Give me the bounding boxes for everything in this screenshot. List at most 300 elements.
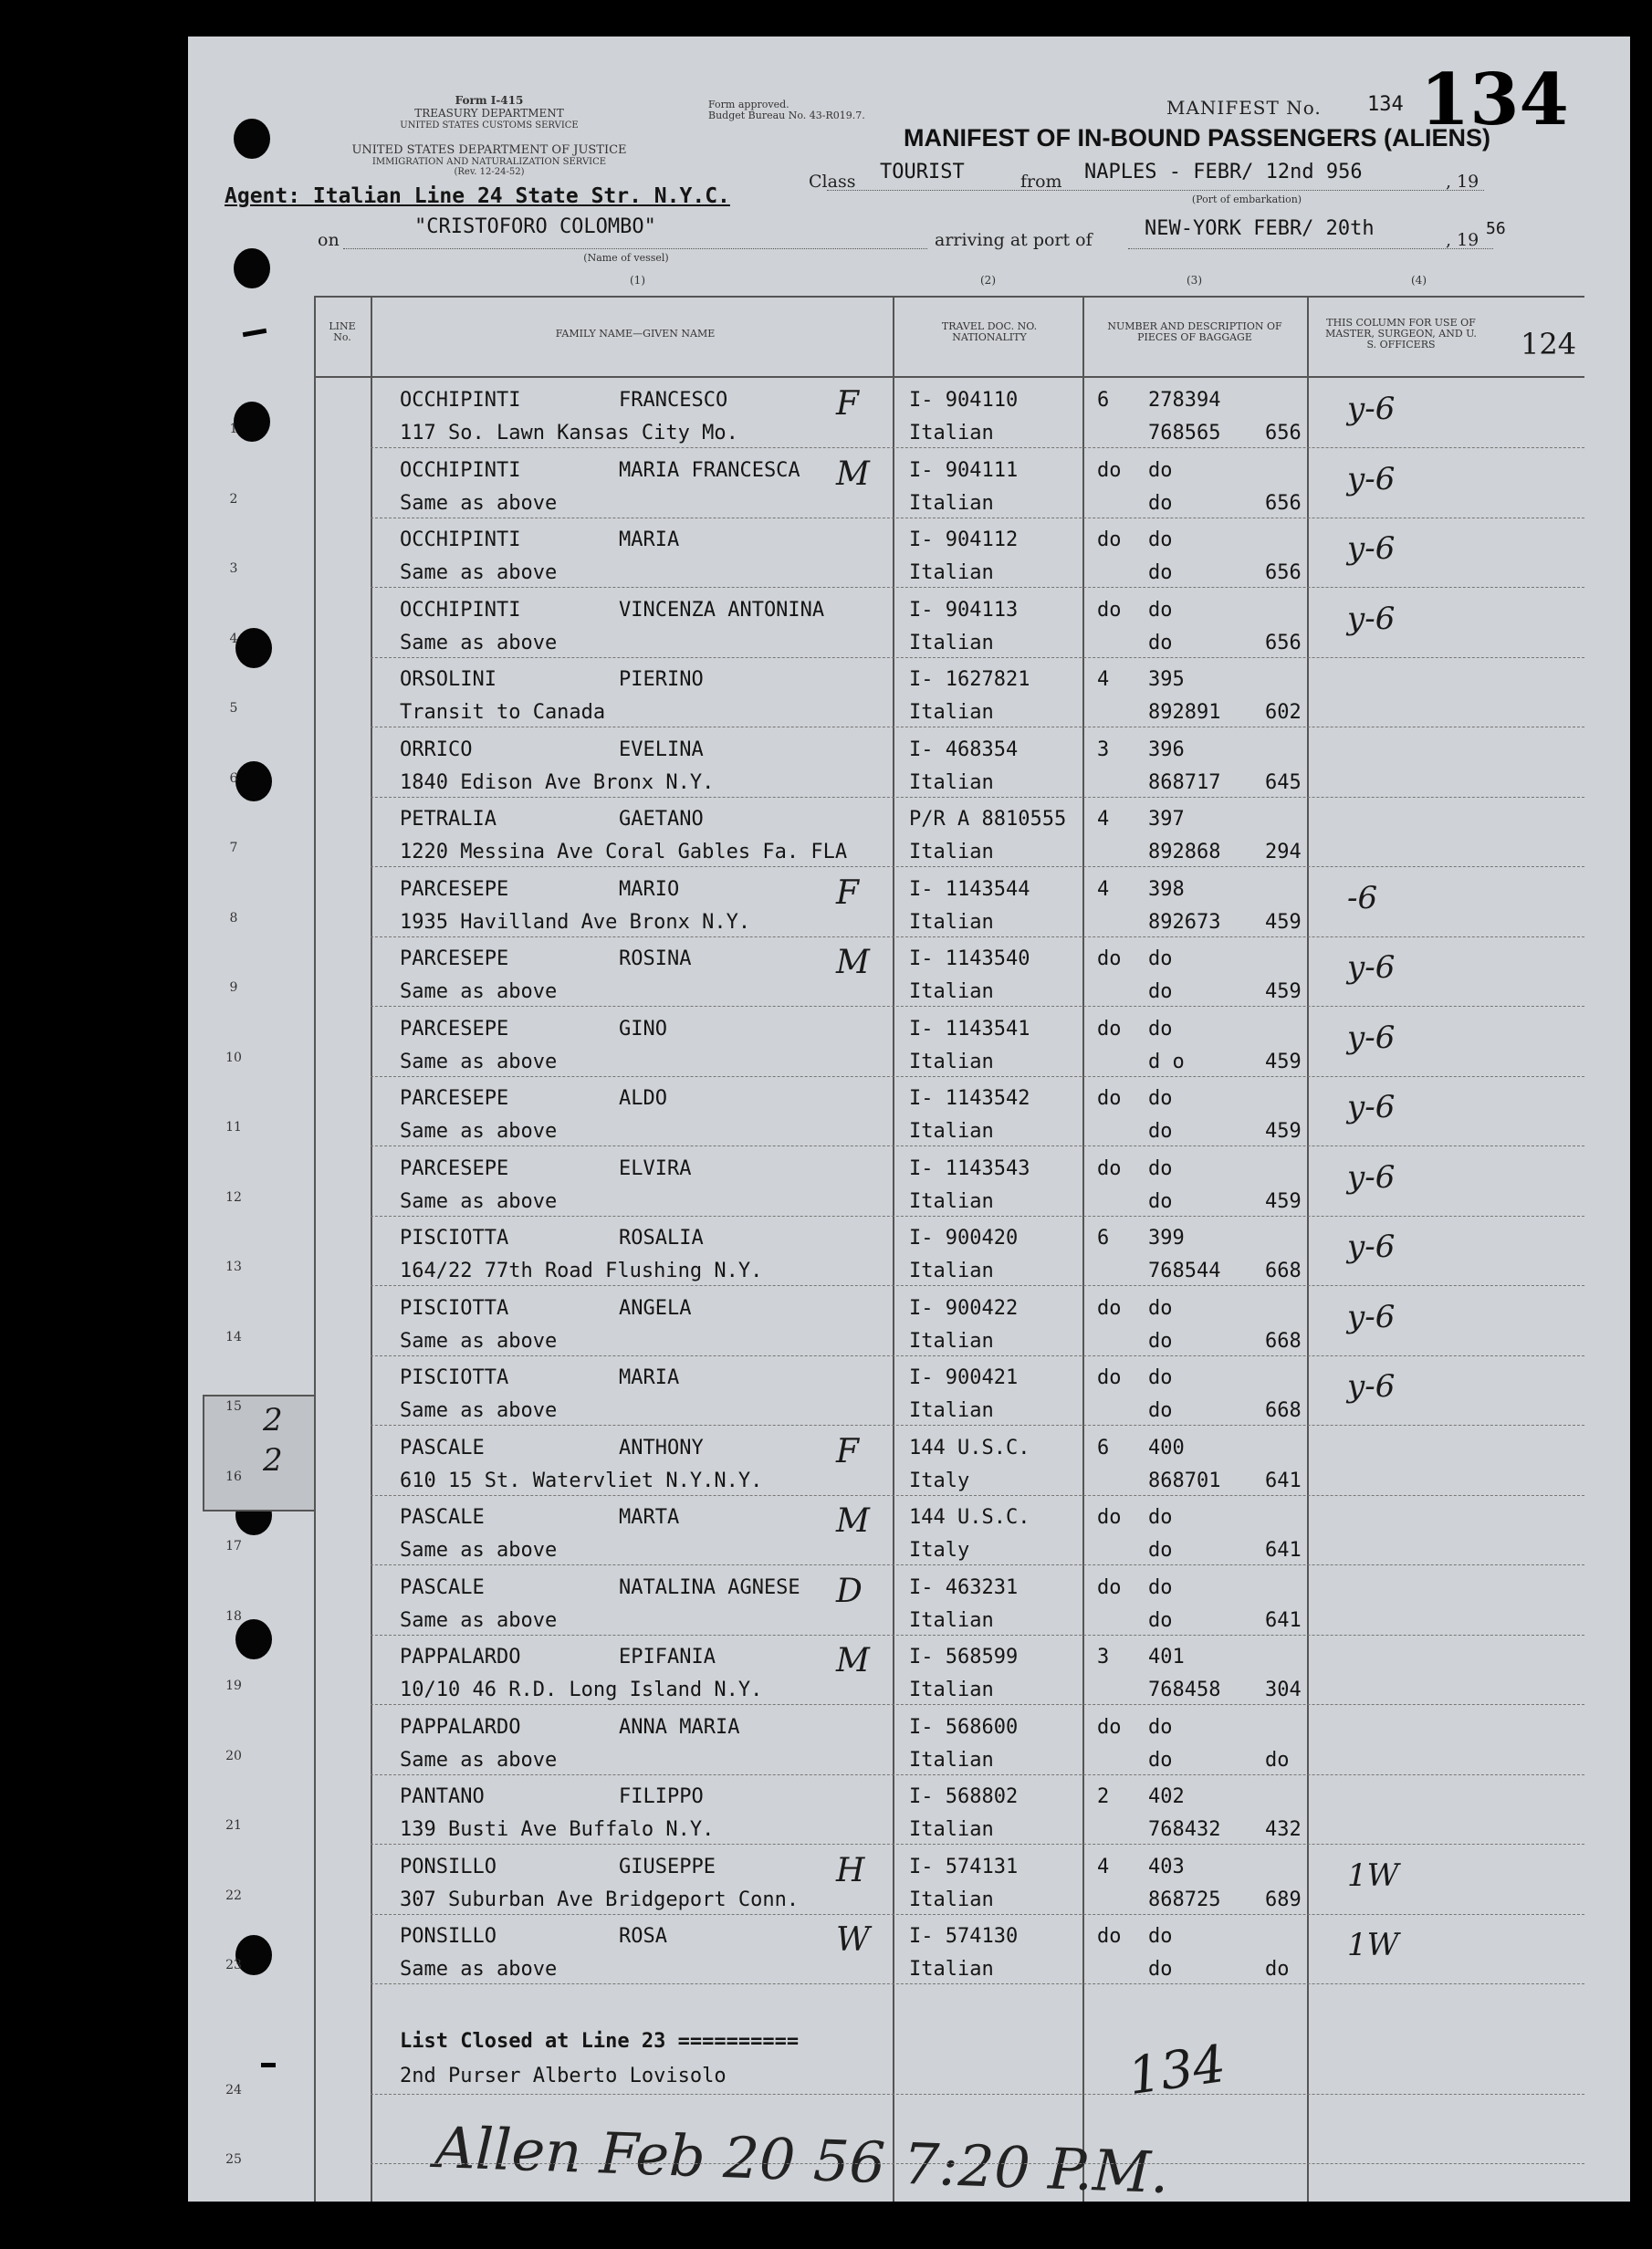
side-number: 124 <box>1521 327 1577 361</box>
travel-doc-number: I- 904111 <box>909 458 1019 482</box>
from-label: from <box>1020 172 1062 192</box>
nationality: Italian <box>909 1189 994 1213</box>
baggage-tag-a: do <box>1148 458 1173 482</box>
family-name: PASCALE <box>400 1575 485 1599</box>
table-row <box>188 1218 1630 1287</box>
address: Same as above <box>400 1748 558 1772</box>
baggage-tag-c: do <box>1265 1958 1290 1981</box>
travel-doc-number: I- 1143540 <box>909 947 1030 970</box>
travel-doc-number: I- 904112 <box>909 528 1019 551</box>
travel-doc-number: P/R A 8810555 <box>909 808 1067 831</box>
given-name: MARIA FRANCESCA <box>619 458 800 482</box>
nationality: Italian <box>909 841 994 863</box>
given-name: ANTHONY <box>619 1436 704 1459</box>
travel-doc-number: I- 568600 <box>909 1715 1019 1739</box>
given-name: MARTA <box>619 1506 680 1529</box>
col-num-1: (1) <box>630 274 645 287</box>
baggage-tag-b: 768565 <box>1148 422 1221 445</box>
nationality: Italian <box>909 631 994 654</box>
table-row <box>188 1567 1630 1637</box>
table-row <box>188 519 1630 589</box>
nationality: Italian <box>909 422 994 445</box>
nationality: Italian <box>909 1260 994 1282</box>
address: 139 Busti Ave Buffalo N.Y. <box>400 1818 715 1841</box>
travel-doc-number: I- 468354 <box>909 737 1019 761</box>
family-name: PISCIOTTA <box>400 1227 509 1250</box>
nationality: Italian <box>909 561 994 584</box>
family-name: PONSILLO <box>400 1855 497 1878</box>
manifest-no-stamp: 134 <box>1420 58 1569 141</box>
officer-mark: y-6 <box>1347 391 1396 427</box>
address: 1840 Edison Ave Bronx N.Y. <box>400 770 715 794</box>
baggage-tag-b: 892891 <box>1148 701 1221 724</box>
baggage-tag-b: do <box>1148 1189 1173 1213</box>
baggage-tag-c: 294 <box>1265 841 1302 863</box>
baggage-tag-b: 768432 <box>1148 1818 1221 1841</box>
budget-bureau: Budget Bureau No. 43-R019.7. <box>708 110 865 121</box>
address: 1220 Messina Ave Coral Gables Fa. FLA <box>400 841 848 863</box>
address: Same as above <box>400 1329 558 1353</box>
travel-doc-number: I- 904110 <box>909 389 1019 412</box>
baggage-pieces: do <box>1097 947 1122 970</box>
col-num-3: (3) <box>1187 274 1202 287</box>
baggage-pieces: 3 <box>1097 1646 1110 1668</box>
travel-doc-number: I- 1143541 <box>909 1017 1030 1041</box>
family-name: PASCALE <box>400 1506 485 1529</box>
baggage-pieces: 2 <box>1097 1785 1110 1808</box>
on-label: on <box>318 230 340 250</box>
baggage-tag-b: do <box>1148 1608 1173 1632</box>
travel-doc-number: 144 U.S.C. <box>909 1506 1030 1529</box>
baggage-tag-b: do <box>1148 491 1173 515</box>
table-row <box>188 450 1630 519</box>
vessel-caption: (Name of vessel) <box>583 252 669 264</box>
baggage-tag-c: 645 <box>1265 770 1302 794</box>
baggage-tag-a: do <box>1148 528 1173 551</box>
baggage-pieces: do <box>1097 1296 1122 1320</box>
agent-line: Agent: Italian Line 24 State Str. N.Y.C. <box>225 184 730 208</box>
address: Same as above <box>400 561 558 584</box>
officer-mark: y-6 <box>1347 460 1396 497</box>
manifest-page <box>188 37 1630 2207</box>
travel-doc-number: I- 463231 <box>909 1575 1019 1599</box>
manifest-no-label: MANIFEST No. <box>1166 97 1322 119</box>
table-row <box>188 1497 1630 1566</box>
table-row <box>188 1916 1630 1985</box>
family-name: OCCHIPINTI <box>400 528 521 551</box>
officer-mark: y-6 <box>1347 1298 1396 1335</box>
travel-doc-number: I- 568599 <box>909 1646 1019 1668</box>
officer-mark: y-6 <box>1347 949 1396 986</box>
table-row <box>188 1357 1630 1427</box>
officer-signature: Allen Feb 20 56 7:20 P.M. <box>433 2113 1170 2207</box>
baggage-pieces: 4 <box>1097 808 1110 831</box>
nationality: Italian <box>909 1399 994 1422</box>
baggage-tag-a: 397 <box>1148 808 1185 831</box>
line-number: 21 <box>225 1818 242 1833</box>
nationality: Italian <box>909 1958 994 1981</box>
given-name: ANGELA <box>619 1296 692 1320</box>
family-name: OCCHIPINTI <box>400 389 521 412</box>
address: 10/10 46 R.D. Long Island N.Y. <box>400 1679 763 1701</box>
baggage-tag-c: 668 <box>1265 1329 1302 1353</box>
address: Same as above <box>400 1958 558 1981</box>
baggage-tag-c: 656 <box>1265 491 1302 515</box>
baggage-tag-c: 459 <box>1265 980 1302 1003</box>
family-name: PARCESEPE <box>400 1156 509 1180</box>
given-name: ROSINA <box>619 947 692 970</box>
baggage-tag-a: 403 <box>1148 1855 1185 1878</box>
row-separator <box>371 1983 1584 1985</box>
line-number: 7 <box>229 841 238 855</box>
address: 610 15 St. Watervliet N.Y.N.Y. <box>400 1469 763 1492</box>
baggage-pieces: 3 <box>1097 737 1110 761</box>
baggage-tag-b: do <box>1148 561 1173 584</box>
year-prefix-2: , 19 <box>1446 230 1479 250</box>
line-number: 1 <box>229 422 238 436</box>
baggage-tag-b: 868717 <box>1148 770 1221 794</box>
nationality: Italian <box>909 701 994 724</box>
year-value: 56 <box>1486 219 1506 238</box>
baggage-tag-c: 602 <box>1265 701 1302 724</box>
baggage-tag-b: do <box>1148 1329 1173 1353</box>
table-row <box>188 1288 1630 1357</box>
table-row <box>188 869 1630 938</box>
ins-label: IMMIGRATION AND NATURALIZATION SERVICE <box>371 157 607 167</box>
baggage-tag-b: 768458 <box>1148 1679 1221 1701</box>
given-name: ANNA MARIA <box>619 1715 740 1739</box>
given-name: GAETANO <box>619 808 704 831</box>
row-separator <box>371 2094 1584 2096</box>
handwritten-flag: W <box>836 1921 871 1959</box>
nationality: Italian <box>909 1748 994 1772</box>
officer-mark: y-6 <box>1347 1019 1396 1056</box>
col-header-baggage: NUMBER AND DESCRIPTION OF PIECES OF BAGGAGE <box>1107 320 1282 343</box>
baggage-tag-a: do <box>1148 1087 1173 1110</box>
baggage-tag-c: 656 <box>1265 422 1302 445</box>
given-name: EPIFANIA <box>619 1646 716 1668</box>
given-name: ROSALIA <box>619 1227 704 1250</box>
baggage-pieces: 6 <box>1097 389 1110 412</box>
address: Same as above <box>400 631 558 654</box>
travel-doc-number: I- 900420 <box>909 1227 1019 1250</box>
handwritten-flag: F <box>836 873 859 912</box>
given-name: EVELINA <box>619 737 704 761</box>
travel-doc-number: I- 900422 <box>909 1296 1019 1320</box>
handwritten-flag: F <box>836 1432 859 1470</box>
baggage-pieces: do <box>1097 1366 1122 1389</box>
line-number: 20 <box>225 1748 242 1763</box>
address: Same as above <box>400 1050 558 1073</box>
officer-mark: 1W <box>1347 1927 1399 1963</box>
col-header-line: LINE No. <box>329 320 356 343</box>
baggage-tag-b: 868701 <box>1148 1469 1221 1492</box>
revision: (Rev. 12-24-52) <box>454 167 525 177</box>
family-name: PAPPALARDO <box>400 1646 521 1668</box>
baggage-pieces: 4 <box>1097 668 1110 691</box>
travel-doc-number: I- 568802 <box>909 1785 1019 1808</box>
baggage-pieces: do <box>1097 1506 1122 1529</box>
baggage-tag-c: 668 <box>1265 1260 1302 1282</box>
family-name: PAPPALARDO <box>400 1715 521 1739</box>
baggage-tag-a: do <box>1148 1575 1173 1599</box>
baggage-tag-b: 892673 <box>1148 910 1221 934</box>
given-name: GINO <box>619 1017 667 1041</box>
given-name: MARIA <box>619 528 680 551</box>
travel-doc-number: I- 1143542 <box>909 1087 1030 1110</box>
line-number-24: 24 <box>225 2083 242 2097</box>
line-number: 15 <box>225 1399 242 1414</box>
travel-doc-number: I- 900421 <box>909 1366 1019 1389</box>
punch-hole <box>234 248 270 288</box>
form-number: Form I-415 <box>455 94 524 107</box>
col-num-2: (2) <box>980 274 996 287</box>
table-row <box>188 1637 1630 1706</box>
baggage-pieces: do <box>1097 598 1122 622</box>
nationality: Italian <box>909 1120 994 1143</box>
baggage-tag-a: 278394 <box>1148 389 1221 412</box>
baggage-pieces: 4 <box>1097 877 1110 901</box>
baggage-tag-b: 768544 <box>1148 1260 1221 1282</box>
handwritten-flag: H <box>836 1851 865 1889</box>
line-number-25: 25 <box>225 2152 242 2167</box>
baggage-tag-c: 641 <box>1265 1469 1302 1492</box>
nationality: Italian <box>909 770 994 794</box>
table-row <box>188 590 1630 659</box>
col-header-doc: TRAVEL DOC. NO. NATIONALITY <box>941 320 1038 343</box>
line-number: 4 <box>229 631 238 646</box>
address: Same as above <box>400 1189 558 1213</box>
address: 117 So. Lawn Kansas City Mo. <box>400 422 738 445</box>
baggage-tag-a: 402 <box>1148 1785 1185 1808</box>
baggage-tag-b: do <box>1148 1399 1173 1422</box>
baggage-tag-c: 304 <box>1265 1679 1302 1701</box>
row-separator <box>371 2163 1584 2165</box>
line-number: 3 <box>229 561 238 576</box>
officer-mark: y-6 <box>1347 1158 1396 1196</box>
line-number: 2 <box>229 491 238 507</box>
baggage-tag-a: do <box>1148 598 1173 622</box>
baggage-tag-c: 459 <box>1265 1120 1302 1143</box>
handwritten-flag: D <box>836 1572 863 1610</box>
travel-doc-number: I- 574130 <box>909 1925 1019 1948</box>
baggage-tag-b: do <box>1148 631 1173 654</box>
table-row <box>188 1846 1630 1916</box>
nationality: Italian <box>909 491 994 515</box>
baggage-pieces: do <box>1097 1575 1122 1599</box>
line-number: 8 <box>229 910 238 926</box>
table-row <box>188 729 1630 799</box>
nationality: Italian <box>909 1329 994 1353</box>
line-number: 9 <box>229 980 238 995</box>
given-name: FILIPPO <box>619 1785 704 1808</box>
given-name: ROSA <box>619 1925 667 1948</box>
baggage-tag-a: 398 <box>1148 877 1185 901</box>
baggage-tag-b: do <box>1148 1539 1173 1562</box>
baggage-tag-c: 656 <box>1265 631 1302 654</box>
address: Same as above <box>400 1539 558 1562</box>
justice-dept: UNITED STATES DEPARTMENT OF JUSTICE <box>351 143 627 157</box>
baggage-tag-a: 399 <box>1148 1227 1185 1250</box>
baggage-tag-c: 641 <box>1265 1539 1302 1562</box>
family-name: PONSILLO <box>400 1925 497 1948</box>
baggage-pieces: do <box>1097 458 1122 482</box>
baggage-pieces: do <box>1097 1017 1122 1041</box>
given-name: PIERINO <box>619 668 704 691</box>
line-arrival <box>1128 248 1493 249</box>
officer-mark: 1W <box>1347 1857 1399 1894</box>
family-name: PETRALIA <box>400 808 497 831</box>
officer-mark: y-6 <box>1347 1229 1396 1265</box>
line-number: 16 <box>225 1469 242 1484</box>
manifest-title: MANIFEST OF IN-BOUND PASSENGERS (ALIENS) <box>904 124 1491 152</box>
nationality: Italian <box>909 910 994 934</box>
given-name: NATALINA AGNESE <box>619 1575 800 1599</box>
table-row <box>188 1148 1630 1218</box>
baggage-tag-b: do <box>1148 1958 1173 1981</box>
nationality: Italian <box>909 1608 994 1632</box>
family-name: PISCIOTTA <box>400 1366 509 1389</box>
baggage-tag-a: 400 <box>1148 1436 1185 1459</box>
baggage-tag-a: do <box>1148 1296 1173 1320</box>
form-approved: Form approved. <box>708 99 789 110</box>
family-name: OCCHIPINTI <box>400 598 521 622</box>
handwritten-flag: M <box>836 455 870 493</box>
baggage-pieces: do <box>1097 1715 1122 1739</box>
nationality: Italian <box>909 1050 994 1073</box>
port-embark-caption: (Port of embarkation) <box>1191 194 1302 205</box>
officer-mark: y-6 <box>1347 1368 1396 1405</box>
class-label: Class <box>809 172 856 192</box>
line-number: 13 <box>225 1260 242 1274</box>
nationality: Italian <box>909 980 994 1003</box>
given-name: ELVIRA <box>619 1156 692 1180</box>
table-row <box>188 938 1630 1008</box>
address: Transit to Canada <box>400 701 606 724</box>
baggage-tag-b: d o <box>1148 1050 1185 1073</box>
baggage-pieces: 6 <box>1097 1227 1110 1250</box>
baggage-pieces: do <box>1097 1087 1122 1110</box>
line-number: 18 <box>225 1608 242 1624</box>
baggage-tag-b: 892868 <box>1148 841 1221 863</box>
travel-doc-number: I- 1143543 <box>909 1156 1030 1180</box>
punch-hole <box>234 119 270 159</box>
arrival-value: NEW-YORK FEBR/ 20th <box>1145 217 1375 240</box>
baggage-tag-a: 401 <box>1148 1646 1185 1668</box>
family-name: ORRICO <box>400 737 473 761</box>
line-number: 23 <box>225 1958 242 1972</box>
baggage-tag-c: 459 <box>1265 1050 1302 1073</box>
line-number: 12 <box>225 1189 242 1205</box>
baggage-tag-a: do <box>1148 1715 1173 1739</box>
address: Same as above <box>400 491 558 515</box>
family-name: PARCESEPE <box>400 1087 509 1110</box>
baggage-tag-c: 432 <box>1265 1818 1302 1841</box>
table-row <box>188 1707 1630 1776</box>
family-name: PANTANO <box>400 1785 485 1808</box>
family-name: PARCESEPE <box>400 877 509 901</box>
baggage-tag-c: 668 <box>1265 1399 1302 1422</box>
col-num-4: (4) <box>1411 274 1427 287</box>
list-closed-line: List Closed at Line 23 ========== <box>400 2030 800 2053</box>
baggage-tag-a: do <box>1148 1366 1173 1389</box>
family-name: PARCESEPE <box>400 1017 509 1041</box>
baggage-tag-a: do <box>1148 1017 1173 1041</box>
travel-doc-number: I- 1143544 <box>909 877 1030 901</box>
line-number: 11 <box>225 1120 242 1135</box>
class-value: TOURIST <box>880 161 965 183</box>
margin-dash <box>243 329 267 337</box>
baggage-tag-a: 395 <box>1148 668 1185 691</box>
travel-doc-number: I- 904113 <box>909 598 1019 622</box>
family-name: PARCESEPE <box>400 947 509 970</box>
given-name: GIUSEPPE <box>619 1855 716 1878</box>
baggage-tag-a: do <box>1148 1506 1173 1529</box>
nationality: Italian <box>909 1888 994 1911</box>
margin-dash <box>261 2063 276 2067</box>
address: Same as above <box>400 1608 558 1632</box>
address: 1935 Havilland Ave Bronx N.Y. <box>400 910 751 934</box>
baggage-pieces: do <box>1097 528 1122 551</box>
handwritten-flag: M <box>836 1502 870 1540</box>
line-vessel <box>343 248 927 249</box>
col-header-name: FAMILY NAME—GIVEN NAME <box>555 328 716 340</box>
table-row <box>188 799 1630 868</box>
handwritten-flag: F <box>836 385 859 423</box>
given-name: MARIA <box>619 1366 680 1389</box>
baggage-tag-c: 641 <box>1265 1608 1302 1632</box>
stamp-value-b: 2 <box>263 1442 283 1479</box>
family-name: OCCHIPINTI <box>400 458 521 482</box>
table-row <box>188 659 1630 728</box>
table-top-border <box>314 296 1584 298</box>
baggage-tag-c: 459 <box>1265 1189 1302 1213</box>
year-prefix-1: , 19 <box>1446 172 1479 192</box>
arriving-label: arriving at port of <box>935 230 1093 250</box>
baggage-tag-c: 689 <box>1265 1888 1302 1911</box>
handwritten-flag: M <box>836 944 870 981</box>
baggage-tag-b: do <box>1148 1748 1173 1772</box>
travel-doc-number: I- 1627821 <box>909 668 1030 691</box>
travel-doc-number: 144 U.S.C. <box>909 1436 1030 1459</box>
address: 164/22 77th Road Flushing N.Y. <box>400 1260 763 1282</box>
family-name: ORSOLINI <box>400 668 497 691</box>
line-number: 19 <box>225 1679 242 1693</box>
table-header-border <box>314 376 1584 378</box>
line-embark <box>827 190 1484 191</box>
baggage-tag-b: 868725 <box>1148 1888 1221 1911</box>
given-name: MARIO <box>619 877 680 901</box>
address: Same as above <box>400 1399 558 1422</box>
officer-mark: y-6 <box>1347 600 1396 637</box>
embark-value: NAPLES - FEBR/ 12nd 956 <box>1084 161 1363 183</box>
baggage-pieces: do <box>1097 1925 1122 1948</box>
nationality: Italian <box>909 1679 994 1701</box>
baggage-tag-c: do <box>1265 1748 1290 1772</box>
stamp-value-a: 2 <box>263 1402 283 1438</box>
address: 307 Suburban Ave Bridgeport Conn. <box>400 1888 800 1911</box>
table-row <box>188 1428 1630 1497</box>
handwritten-count: 134 <box>1124 2034 1229 2108</box>
nationality: Italy <box>909 1539 970 1562</box>
given-name: FRANCESCO <box>619 389 728 412</box>
table-row <box>188 1009 1630 1078</box>
line-number: 6 <box>229 770 238 786</box>
line-number: 5 <box>229 701 238 716</box>
table-row <box>188 1078 1630 1147</box>
baggage-pieces: 6 <box>1097 1436 1110 1459</box>
officer-mark: y-6 <box>1347 1089 1396 1125</box>
